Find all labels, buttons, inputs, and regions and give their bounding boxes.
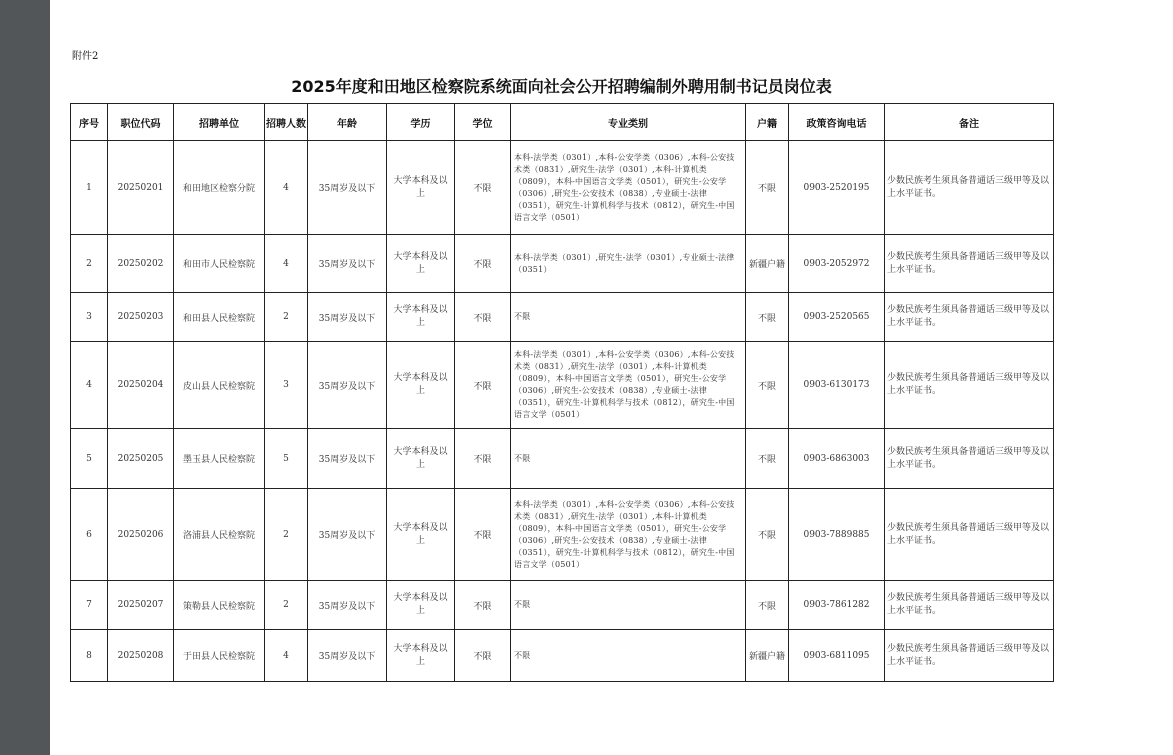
cell-education: 大学本科及以上 xyxy=(387,342,455,429)
cell-code: 20250208 xyxy=(108,630,174,682)
header-count: 招聘人数 xyxy=(265,104,308,141)
cell-note: 少数民族考生须具备普通话三级甲等及以上水平证书。 xyxy=(885,342,1054,429)
cell-education: 大学本科及以上 xyxy=(387,141,455,235)
cell-degree: 不限 xyxy=(455,293,511,342)
cell-residence: 不限 xyxy=(746,141,789,235)
cell-unit: 皮山县人民检察院 xyxy=(174,342,265,429)
cell-education: 大学本科及以上 xyxy=(387,235,455,293)
cell-phone: 0903-6863003 xyxy=(789,429,885,489)
cell-unit: 于田县人民检察院 xyxy=(174,630,265,682)
cell-count: 4 xyxy=(265,630,308,682)
header-education: 学历 xyxy=(387,104,455,141)
cell-degree: 不限 xyxy=(455,342,511,429)
cell-no: 5 xyxy=(71,429,108,489)
cell-code: 20250207 xyxy=(108,581,174,630)
cell-count: 2 xyxy=(265,293,308,342)
cell-age: 35周岁及以下 xyxy=(308,141,387,235)
table-row xyxy=(71,489,1054,581)
cell-education: 大学本科及以上 xyxy=(387,489,455,581)
cell-count: 5 xyxy=(265,429,308,489)
table-row xyxy=(71,141,1054,235)
cell-age: 35周岁及以下 xyxy=(308,293,387,342)
viewer-side-panel xyxy=(0,0,50,755)
cell-code: 20250202 xyxy=(108,235,174,293)
table-row xyxy=(71,293,1054,342)
cell-code: 20250203 xyxy=(108,293,174,342)
cell-unit: 策勒县人民检察院 xyxy=(174,581,265,630)
cell-no: 8 xyxy=(71,630,108,682)
cell-degree: 不限 xyxy=(455,630,511,682)
cell-degree: 不限 xyxy=(455,235,511,293)
cell-major: 不限 xyxy=(511,429,746,489)
cell-residence: 新疆户籍 xyxy=(746,235,789,293)
table-row xyxy=(71,581,1054,630)
cell-note: 少数民族考生须具备普通话三级甲等及以上水平证书。 xyxy=(885,293,1054,342)
cell-residence: 新疆户籍 xyxy=(746,630,789,682)
cell-note: 少数民族考生须具备普通话三级甲等及以上水平证书。 xyxy=(885,489,1054,581)
cell-major: 本科-法学类（0301）,本科-公安学类（0306）,本科-公安技术类（0831）,研究生-法学（0301）,本科-计算机类（0809），本科-中国语言文学类（0501），研究生-公安学（0306）,研究生-公安技术（0838）,专业硕士-法律（0351），研究生-计算机科学与技术（0812），研究生-中国语言文学（0501） xyxy=(511,489,746,581)
cell-count: 2 xyxy=(265,489,308,581)
cell-major: 不限 xyxy=(511,293,746,342)
cell-unit: 洛浦县人民检察院 xyxy=(174,489,265,581)
cell-age: 35周岁及以下 xyxy=(308,630,387,682)
cell-count: 2 xyxy=(265,581,308,630)
cell-age: 35周岁及以下 xyxy=(308,342,387,429)
cell-residence: 不限 xyxy=(746,489,789,581)
cell-no: 3 xyxy=(71,293,108,342)
cell-count: 4 xyxy=(265,235,308,293)
cell-unit: 和田县人民检察院 xyxy=(174,293,265,342)
cell-phone: 0903-6130173 xyxy=(789,342,885,429)
cell-code: 20250204 xyxy=(108,342,174,429)
cell-no: 4 xyxy=(71,342,108,429)
cell-phone: 0903-2052972 xyxy=(789,235,885,293)
cell-note: 少数民族考生须具备普通话三级甲等及以上水平证书。 xyxy=(885,141,1054,235)
cell-note: 少数民族考生须具备普通话三级甲等及以上水平证书。 xyxy=(885,581,1054,630)
header-age: 年龄 xyxy=(308,104,387,141)
cell-major: 本科-法学类（0301）,本科-公安学类（0306）,本科-公安技术类（0831）,研究生-法学（0301）,本科-计算机类（0809），本科-中国语言文学类（0501），研究生-公安学（0306）,研究生-公安技术（0838）,专业硕士-法律（0351），研究生-计算机科学与技术（0812），研究生-中国语言文学（0501） xyxy=(511,342,746,429)
cell-major: 本科-法学类（0301）,本科-公安学类（0306）,本科-公安技术类（0831）,研究生-法学（0301）,本科-计算机类（0809），本科-中国语言文学类（0501），研究生-公安学（0306）,研究生-公安技术（0838）,专业硕士-法律（0351），研究生-计算机科学与技术（0812），研究生-中国语言文学（0501） xyxy=(511,141,746,235)
header-note: 备注 xyxy=(885,104,1054,141)
cell-age: 35周岁及以下 xyxy=(308,581,387,630)
cell-age: 35周岁及以下 xyxy=(308,489,387,581)
cell-age: 35周岁及以下 xyxy=(308,235,387,293)
cell-education: 大学本科及以上 xyxy=(387,630,455,682)
header-major: 专业类别 xyxy=(511,104,746,141)
cell-unit: 和田市人民检察院 xyxy=(174,235,265,293)
cell-note: 少数民族考生须具备普通话三级甲等及以上水平证书。 xyxy=(885,235,1054,293)
cell-code: 20250201 xyxy=(108,141,174,235)
cell-residence: 不限 xyxy=(746,429,789,489)
table-row xyxy=(71,235,1054,293)
table-header-row xyxy=(71,104,1054,141)
header-degree: 学位 xyxy=(455,104,511,141)
table-row xyxy=(71,429,1054,489)
header-code: 职位代码 xyxy=(108,104,174,141)
cell-no: 6 xyxy=(71,489,108,581)
cell-no: 2 xyxy=(71,235,108,293)
cell-degree: 不限 xyxy=(455,141,511,235)
cell-phone: 0903-6811095 xyxy=(789,630,885,682)
cell-phone: 0903-2520565 xyxy=(789,293,885,342)
cell-education: 大学本科及以上 xyxy=(387,429,455,489)
cell-major: 不限 xyxy=(511,581,746,630)
header-phone: 政策咨询电话 xyxy=(789,104,885,141)
cell-degree: 不限 xyxy=(455,429,511,489)
cell-phone: 0903-2520195 xyxy=(789,141,885,235)
attachment-label: 附件2 xyxy=(72,51,99,62)
header-no: 序号 xyxy=(71,104,108,141)
cell-count: 3 xyxy=(265,342,308,429)
cell-residence: 不限 xyxy=(746,293,789,342)
cell-note: 少数民族考生须具备普通话三级甲等及以上水平证书。 xyxy=(885,429,1054,489)
header-unit: 招聘单位 xyxy=(174,104,265,141)
header-residence: 户籍 xyxy=(746,104,789,141)
cell-age: 35周岁及以下 xyxy=(308,429,387,489)
cell-note: 少数民族考生须具备普通话三级甲等及以上水平证书。 xyxy=(885,630,1054,682)
cell-education: 大学本科及以上 xyxy=(387,293,455,342)
cell-code: 20250205 xyxy=(108,429,174,489)
cell-residence: 不限 xyxy=(746,342,789,429)
cell-degree: 不限 xyxy=(455,581,511,630)
cell-no: 7 xyxy=(71,581,108,630)
cell-degree: 不限 xyxy=(455,489,511,581)
cell-phone: 0903-7861282 xyxy=(789,581,885,630)
cell-major: 本科-法学类（0301）,研究生-法学（0301）,专业硕士-法律（0351） xyxy=(511,235,746,293)
cell-no: 1 xyxy=(71,141,108,235)
positions-table xyxy=(70,103,1054,682)
page-title: 2025年度和田地区检察院系统面向社会公开招聘编制外聘用制书记员岗位表 xyxy=(291,77,832,96)
cell-residence: 不限 xyxy=(746,581,789,630)
cell-phone: 0903-7889885 xyxy=(789,489,885,581)
cell-unit: 墨玉县人民检察院 xyxy=(174,429,265,489)
cell-unit: 和田地区检察分院 xyxy=(174,141,265,235)
cell-major: 不限 xyxy=(511,630,746,682)
table-row xyxy=(71,342,1054,429)
cell-count: 4 xyxy=(265,141,308,235)
cell-code: 20250206 xyxy=(108,489,174,581)
table-row xyxy=(71,630,1054,682)
cell-education: 大学本科及以上 xyxy=(387,581,455,630)
